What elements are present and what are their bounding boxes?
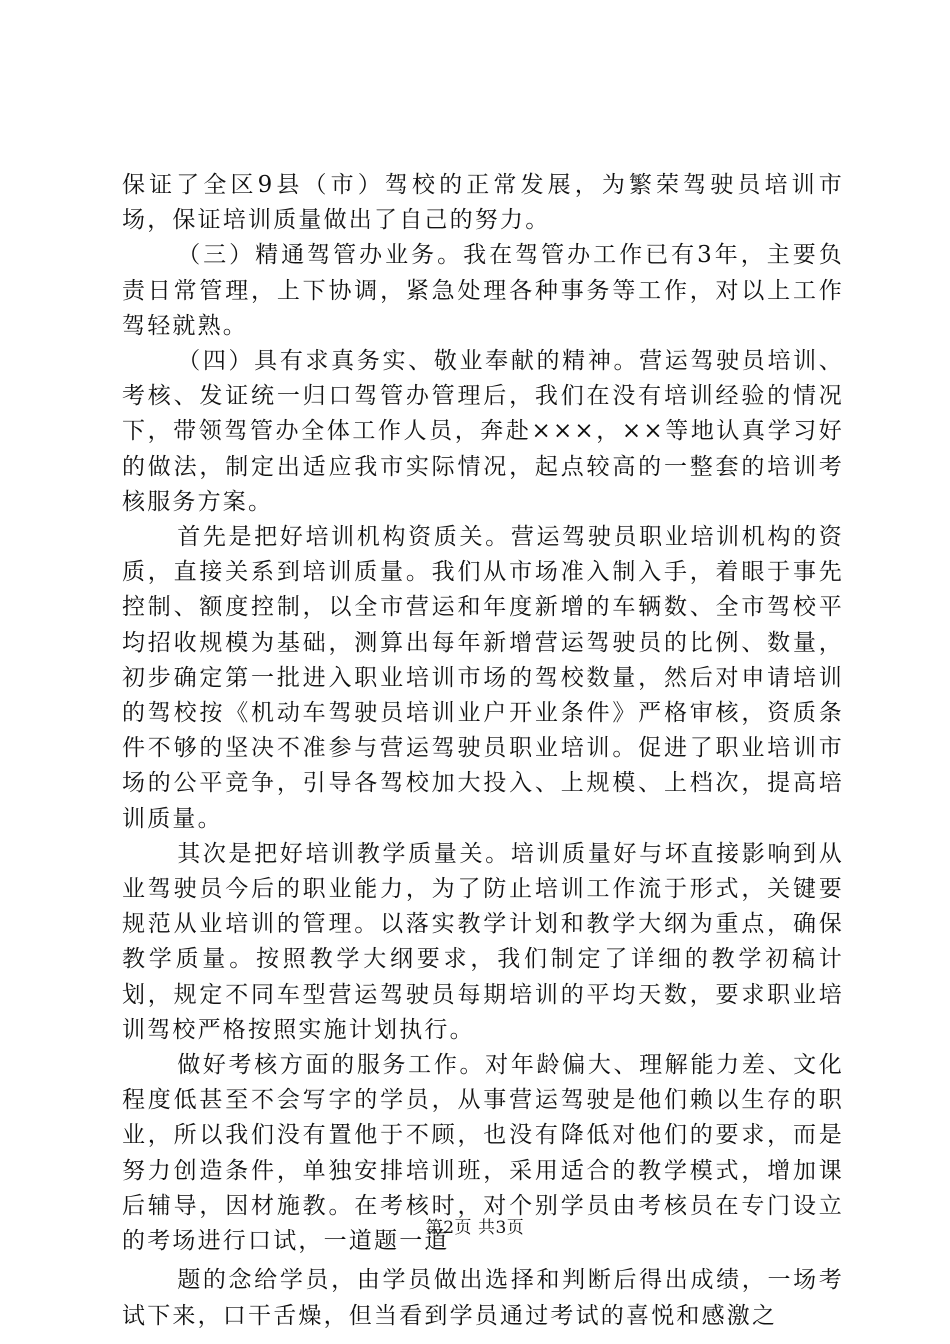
page-number-footer: 第2页 共3页 xyxy=(425,1218,525,1238)
paragraph-section-four: （四）具有求真务实、敬业奉献的精神。营运驾驶员培训、考核、发证统一归口驾管办管理后，我们在没有培训经验的情况下，带领驾管办全体工作人员，奔赴×××，××等地认真学习好的做法，制定出适应我市实际情况，起点较高的一整套的培训考核服务方案。 xyxy=(122,348,844,515)
paragraph-qualification: 首先是把好培训机构资质关。营运驾驶员职业培训机构的资质，直接关系到培训质量。我们从市场准入制入手，着眼于事先控制、额度控制，以全市营运和年度新增的车辆数、全市驾校平均招收规模为基础，测算出每年新增营运驾驶员的比例、数量，初步确定第一批进入职业培训市场的驾校数量，然后对申请培训的驾校按《机动车驾驶员培训业户开业条件》严格审核，资质条件不够的坚决不准参与营运驾驶员职业培训。促进了职业培训市场的公平竞争，引导各驾校加大投入、上规模、上档次，提高培训质量。 xyxy=(122,524,844,832)
paragraph-oral-exam: 题的念给学员，由学员做出选择和判断后得出成绩，一场考试下来，口干舌燥，但当看到学员通过考试的喜悦和感激之 xyxy=(122,1267,844,1329)
paragraph-assessment-service: 做好考核方面的服务工作。对年龄偏大、理解能力差、文化程度低甚至不会写字的学员，从事营运驾驶是他们赖以生存的职业，所以我们没有置他于不顾，也没有降低对他们的要求，而是努力创造条件，单独安排培训班，采用适合的教学模式，增加课后辅导，因材施教。在考核时，对个别学员由考核员在专门设立的考场进行口试，一道题一道 xyxy=(122,1052,844,1255)
paragraph-teaching-quality: 其次是把好培训教学质量关。培训质量好与坏直接影响到从业驾驶员今后的职业能力，为了防止培训工作流于形式，关键要规范从业培训的管理。以落实教学计划和教学大纲为重点，确保教学质量。按照教学大纲要求，我们制定了详细的教学初稿计划，规定不同车型营运驾驶员每期培训的平均天数，要求职业培训驾校严格按照实施计划执行。 xyxy=(122,840,844,1043)
paragraph-section-three: （三）精通驾管办业务。我在驾管办工作已有3年，主要负责日常管理，上下协调，紧急处理各种事务等工作，对以上工作驾轻就熟。 xyxy=(122,242,844,339)
paragraph-continuation: 保证了全区9县（市）驾校的正常发展，为繁荣驾驶员培训市场，保证培训质量做出了自己的努力。 xyxy=(122,172,844,234)
document-body xyxy=(122,168,844,1334)
